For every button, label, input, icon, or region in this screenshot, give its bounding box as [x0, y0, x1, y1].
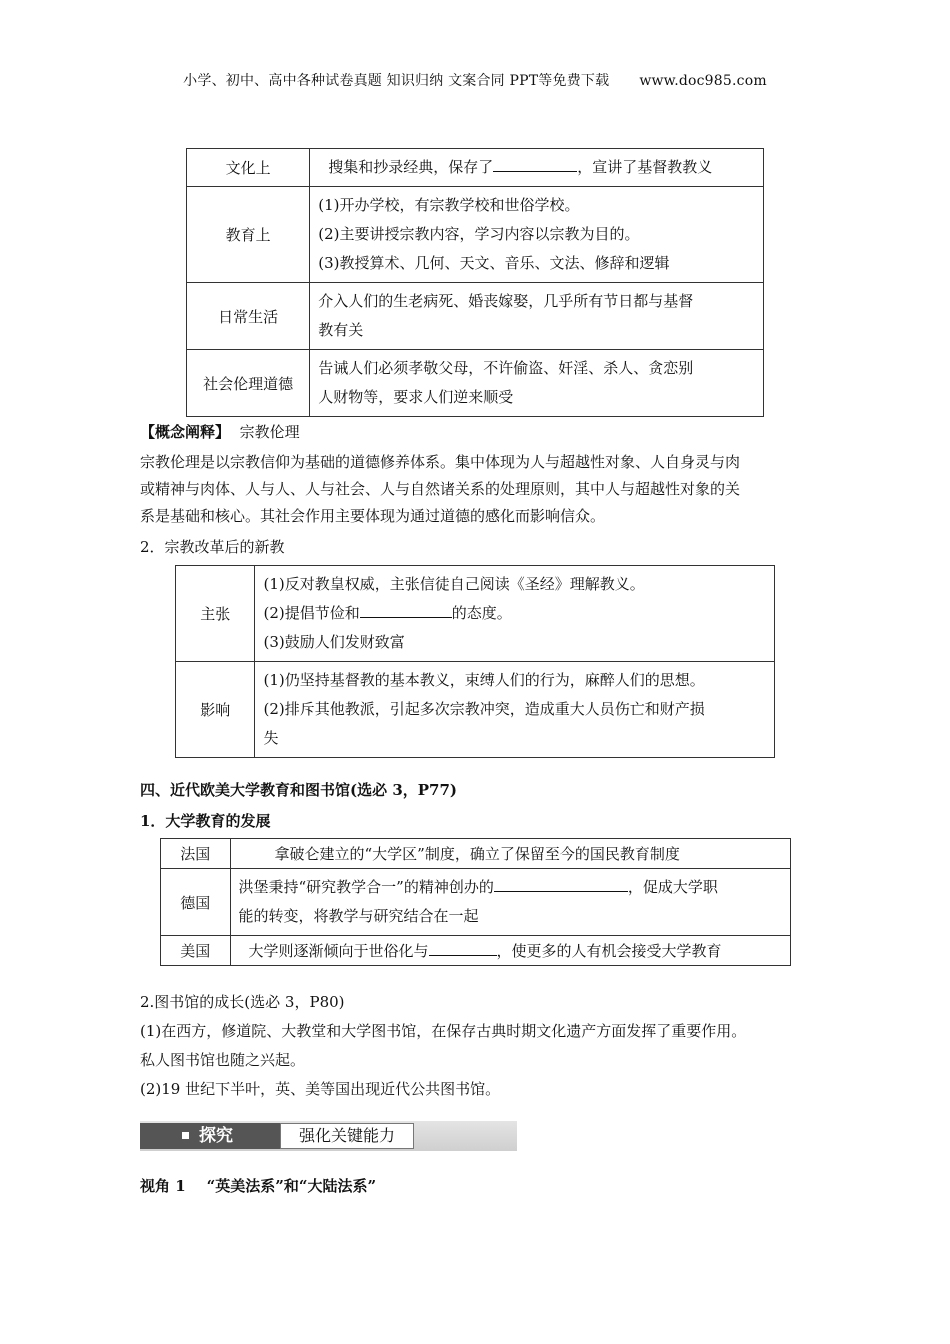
concept-label: 【概念阐释】 — [140, 423, 231, 441]
section-heading: 2．宗教改革后的新教 — [140, 538, 285, 556]
row-key: 美国 — [161, 936, 231, 966]
row-key: 社会伦理道德 — [187, 350, 310, 417]
concept-term: 宗教伦理 — [239, 423, 300, 441]
section-heading: 四、近代欧美大学教育和图书馆(选必 3，P77) — [140, 781, 458, 799]
table-row — [187, 283, 764, 350]
concept-heading — [140, 421, 300, 442]
row-value: 洪堡秉持“研究教学合一”的精神创办的 ，促成大学职 能的转变，将教学与研究结合在一起 — [230, 869, 790, 936]
row-key: 日常生活 — [187, 283, 310, 350]
fill-blank — [494, 876, 628, 892]
concept-text: 宗教伦理是以宗教信仰为基础的道德修养体系。集中体现为人与超越性对象、人自身灵与肉 或精神与肉体、人与人、人与社会、人与自然诸关系的处理原则，其中人与超越性对象的关 系是基础和核心。其社会作用主要体现为通过道德的感化而影响信众。 — [140, 453, 741, 525]
square-bullet-icon — [182, 1132, 189, 1139]
banner-left: 探究 — [140, 1123, 280, 1149]
row-value: 介入人们的生老病死、婚丧嫁娶，几乎所有节日都与基督 教有关 — [310, 283, 764, 350]
table-row — [161, 839, 791, 869]
table-row — [161, 936, 791, 966]
header-url: www.doc985.com — [639, 73, 767, 89]
perspective-heading — [140, 1175, 376, 1196]
row-key: 法国 — [161, 839, 231, 869]
library-text: (1)在西方，修道院、大教堂和大学图书馆，在保存古典时期文化遗产方面发挥了重要作用。 私人图书馆也随之兴起。 (2)19 世纪下半叶，英、美等国出现近代公共图书馆。 — [140, 1022, 747, 1098]
table-protestantism — [175, 565, 775, 758]
table-row — [176, 566, 775, 662]
header-text: 小学、初中、高中各种试卷真题 知识归纳 文案合同 PPT等免费下载 — [183, 73, 610, 89]
row-value: (1)仍坚持基督教的基本教义，束缚人们的行为，麻醉人们的思想。 (2)排斥其他教派，引起多次宗教冲突，造成重大人员伤亡和财产损 失 — [255, 662, 775, 758]
row-key: 主张 — [176, 566, 255, 662]
table-row — [187, 187, 764, 283]
library-heading: 2.图书馆的成长(选必 3，P80) — [140, 993, 345, 1011]
fill-blank — [429, 940, 497, 956]
row-value: 搜集和抄录经典，保存了 ，宣讲了基督教教义 — [310, 149, 764, 187]
banner-right: 强化关键能力 — [280, 1123, 414, 1149]
table-christian-culture — [186, 148, 764, 417]
perspective-title: “英美法系”和“大陆法系” — [206, 1177, 377, 1195]
row-key: 教育上 — [187, 187, 310, 283]
row-value: (1)开办学校，有宗教学校和世俗学校。 (2)主要讲授宗教内容，学习内容以宗教为目的。 (3)教授算术、几何、天文、音乐、文法、修辞和逻辑 — [310, 187, 764, 283]
table-row — [176, 662, 775, 758]
row-key: 文化上 — [187, 149, 310, 187]
row-value: 告诫人们必须孝敬父母，不许偷盗、奸淫、杀人、贪恋别 人财物等，要求人们逆来顺受 — [310, 350, 764, 417]
subsection-heading: 1．大学教育的发展 — [140, 812, 271, 830]
fill-blank — [493, 156, 577, 172]
table-row — [161, 869, 791, 936]
row-value: 拿破仑建立的“大学区”制度，确立了保留至今的国民教育制度 — [230, 839, 790, 869]
row-key: 德国 — [161, 869, 231, 936]
row-value: 大学则逐渐倾向于世俗化与 ，使更多的人有机会接受大学教育 — [230, 936, 790, 966]
table-university-education — [160, 838, 791, 966]
perspective-label: 视角 1 — [140, 1177, 186, 1195]
page-header — [0, 70, 950, 90]
table-row — [187, 350, 764, 417]
fill-blank — [360, 602, 452, 618]
row-key: 影响 — [176, 662, 255, 758]
table-row — [187, 149, 764, 187]
section-banner — [140, 1121, 517, 1151]
row-value: (1)反对教皇权威，主张信徒自己阅读《圣经》理解教义。 (2)提倡节俭和 的态度。 (3)鼓励人们发财致富 — [255, 566, 775, 662]
